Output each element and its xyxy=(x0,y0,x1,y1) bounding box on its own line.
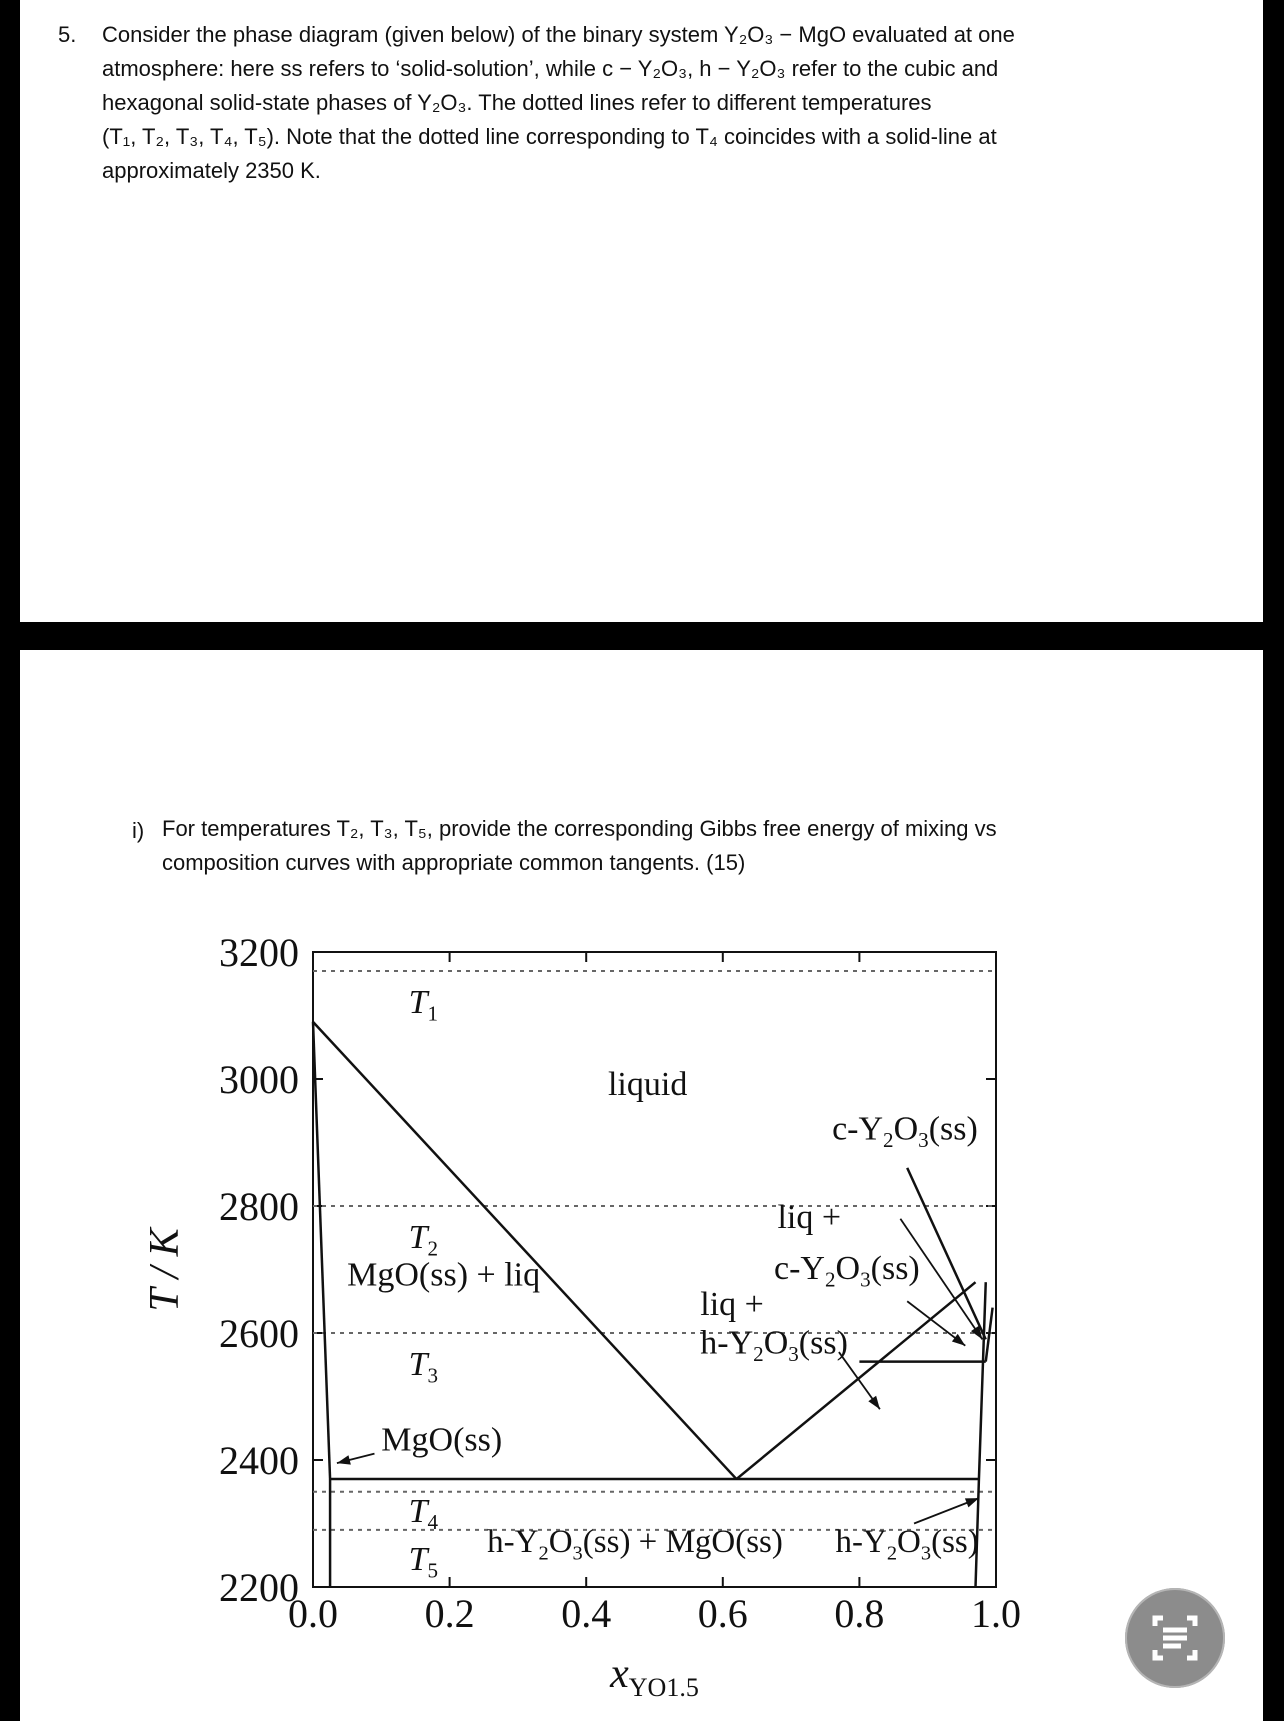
question-number: 5. xyxy=(58,22,77,47)
phase-boundary xyxy=(986,1308,993,1362)
x-tick-label: 0.4 xyxy=(561,1591,612,1636)
phase-boundary xyxy=(736,1282,975,1479)
question-line: hexagonal solid-state phases of Y₂O₃. The dotted lines refer to different temperatures xyxy=(102,90,932,115)
y-tick-label: 3000 xyxy=(219,1057,299,1102)
text-scan-button[interactable] xyxy=(1125,1588,1225,1688)
x-tick-label: 1.0 xyxy=(971,1591,1021,1636)
temperature-label: $T_1$ xyxy=(408,984,439,1026)
x-tick-label: 0.0 xyxy=(288,1591,338,1636)
region-label-liq-c-line1: liq + xyxy=(777,1199,842,1237)
subquestion-line: composition curves with appropriate common tangents. (15) xyxy=(162,850,746,875)
temperature-label: $T_5$ xyxy=(408,1540,439,1583)
region-label-liq-h-line1: liq + xyxy=(700,1286,764,1324)
liq-c-pointer-arrow-head xyxy=(952,1334,965,1346)
x-axis-title: $x_{YO1.5}$ xyxy=(610,1651,699,1703)
temperature-label: $T_3$ xyxy=(408,1346,439,1388)
phase-boundary xyxy=(313,1022,330,1479)
y-tick-label: 3200 xyxy=(219,930,299,975)
region-label-mgo-ss: MgO(ss) xyxy=(381,1421,503,1459)
question-line: atmosphere: here ss refers to ‘solid-solution’, while c − Y₂O₃, h − Y₂O₃ refer to the cubic and xyxy=(102,56,999,81)
x-tick-label: 0.8 xyxy=(834,1591,885,1636)
x-tick-label: 0.6 xyxy=(697,1591,748,1636)
region-label-liquid: liquid xyxy=(607,1065,688,1103)
y-axis-title: T / K xyxy=(142,1228,188,1312)
question-line: approximately 2350 K. xyxy=(102,158,321,183)
subquestion-line: For temperatures T₂, T₃, T₅, provide the corresponding Gibbs free energy of mixing vs xyxy=(162,816,997,841)
region-label-liq-h-line2: $h-Y_2O_3(ss)$ xyxy=(700,1324,848,1366)
x-tick-label: 0.2 xyxy=(424,1591,475,1636)
y-tick-label: 2200 xyxy=(219,1565,299,1610)
region-label-h-ss: $h-Y_2O_3(ss)$ xyxy=(835,1524,979,1565)
y-tick-label: 2600 xyxy=(219,1311,299,1356)
region-label-mgo-liq: MgO(ss) + liq xyxy=(347,1256,541,1294)
region-label-liq-c-line2: $c-Y_2O_3(ss)$ xyxy=(774,1250,920,1292)
question-line: Consider the phase diagram (given below) of the binary system Y₂O₃ − MgO evaluated at one xyxy=(102,22,1015,47)
liq-h-pointer-arrow-head xyxy=(868,1396,880,1409)
question-line: (T₁, T₂, T₃, T₄, T₅). Note that the dotted line corresponding to T₄ coincides with a solid-line at xyxy=(102,124,997,149)
temperature-label: $T_4$ xyxy=(408,1492,439,1535)
region-label-c-y2o3-ss: $c-Y_2O_3(ss)$ xyxy=(832,1110,978,1152)
region-label-h-mgo: $h-Y_2O_3(ss) + MgO(ss)$ xyxy=(487,1524,783,1565)
y-tick-label: 2400 xyxy=(219,1438,299,1483)
y-tick-label: 2800 xyxy=(219,1184,299,1229)
text-scan-icon xyxy=(1125,1588,1225,1688)
temperature-label: $T_2$ xyxy=(408,1219,439,1261)
subquestion-number: i) xyxy=(132,818,145,843)
mgo-ss-pointer-arrow-head xyxy=(337,1455,351,1464)
